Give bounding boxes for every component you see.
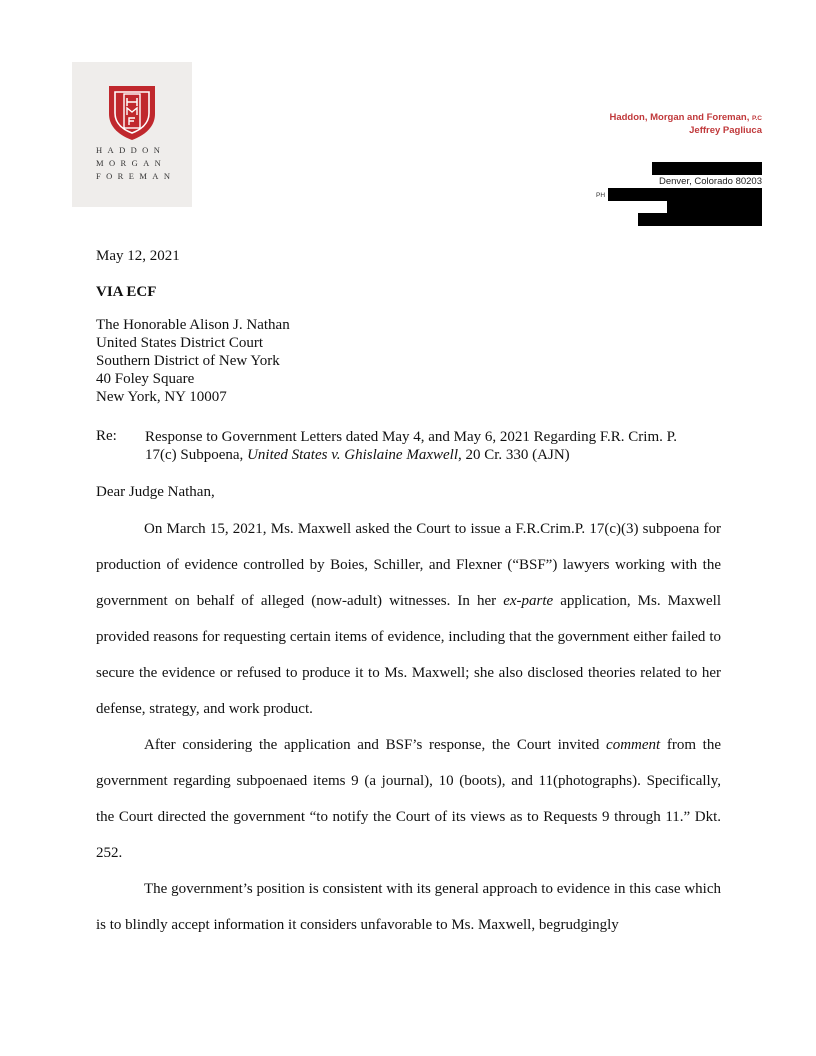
- logo-word: FOREMAN: [96, 171, 176, 181]
- firm-suffix: P.C: [752, 115, 762, 122]
- re-line: Response to Government Letters dated May 4, and May 6, 2021 Regarding F.R. Crim. P.: [145, 429, 678, 445]
- redaction-bar: [638, 213, 762, 226]
- addressee-line: United States District Court: [96, 335, 264, 351]
- redaction-bar: [652, 162, 762, 175]
- letter-date: May 12, 2021: [96, 248, 180, 264]
- body-paragraph: After considering the application and BSF’s response, the Court invited comment from the government regarding subpoenaed items 9 (a journal), 10 (boots), and 11(photographs). Specifically, the Court directed the government “to notify the Court of its views as to Requests 9 through 11.” Dkt. 252.: [96, 737, 722, 861]
- attorney-name: Jeffrey Pagliuca: [689, 125, 762, 136]
- case-name: United States v. Ghislaine Maxwell: [247, 447, 458, 463]
- addressee-block: [96, 316, 290, 406]
- re-line: 17(c) Subpoena, United States v. Ghislaine Maxwell, 20 Cr. 330 (AJN): [145, 447, 570, 463]
- firm-logo: [72, 62, 192, 207]
- redaction-bar: [667, 201, 762, 213]
- re-label: Re:: [96, 428, 117, 444]
- addressee-line: New York, NY 10007: [96, 389, 227, 405]
- delivery-method: VIA ECF: [96, 284, 157, 300]
- letterhead: [609, 112, 762, 137]
- re-subject: [145, 428, 735, 464]
- body-paragraph: The government’s position is consistent with its general approach to evidence in this case which is to blindly accept information it considers unfavorable to Ms. Maxwell, begrudgingly: [96, 881, 721, 933]
- logo-word: MORGAN: [96, 158, 167, 168]
- firm-name: Haddon, Morgan and Foreman, P.C: [609, 112, 762, 123]
- addressee-line: 40 Foley Square: [96, 371, 195, 387]
- shield-icon: [107, 84, 157, 142]
- addressee-line: Southern District of New York: [96, 353, 280, 369]
- addressee-line: The Honorable Alison J. Nathan: [96, 317, 290, 333]
- salutation: Dear Judge Nathan,: [96, 484, 215, 500]
- body-paragraph: On March 15, 2021, Ms. Maxwell asked the Court to issue a F.R.Crim.P. 17(c)(3) subpoena for production of evidence controlled by Boies, Schiller, and Flexner (“BSF”) lawyers working with the government on behalf of alleged (now-adult) witnesses. In her ex-parte application, Ms. Maxwell provided reasons for requesting certain items of evidence, including that the government either failed to secure the evidence or refused to produce it to Ms. Maxwell; she also disclosed theories related to her defense, strategy, and work product.: [96, 521, 721, 717]
- redaction-bar: [608, 188, 762, 201]
- city-line: Denver, Colorado 80203: [659, 176, 762, 187]
- logo-wordmark: [96, 144, 175, 183]
- phone-label: PH: [596, 192, 606, 199]
- logo-word: HADDON: [96, 145, 166, 155]
